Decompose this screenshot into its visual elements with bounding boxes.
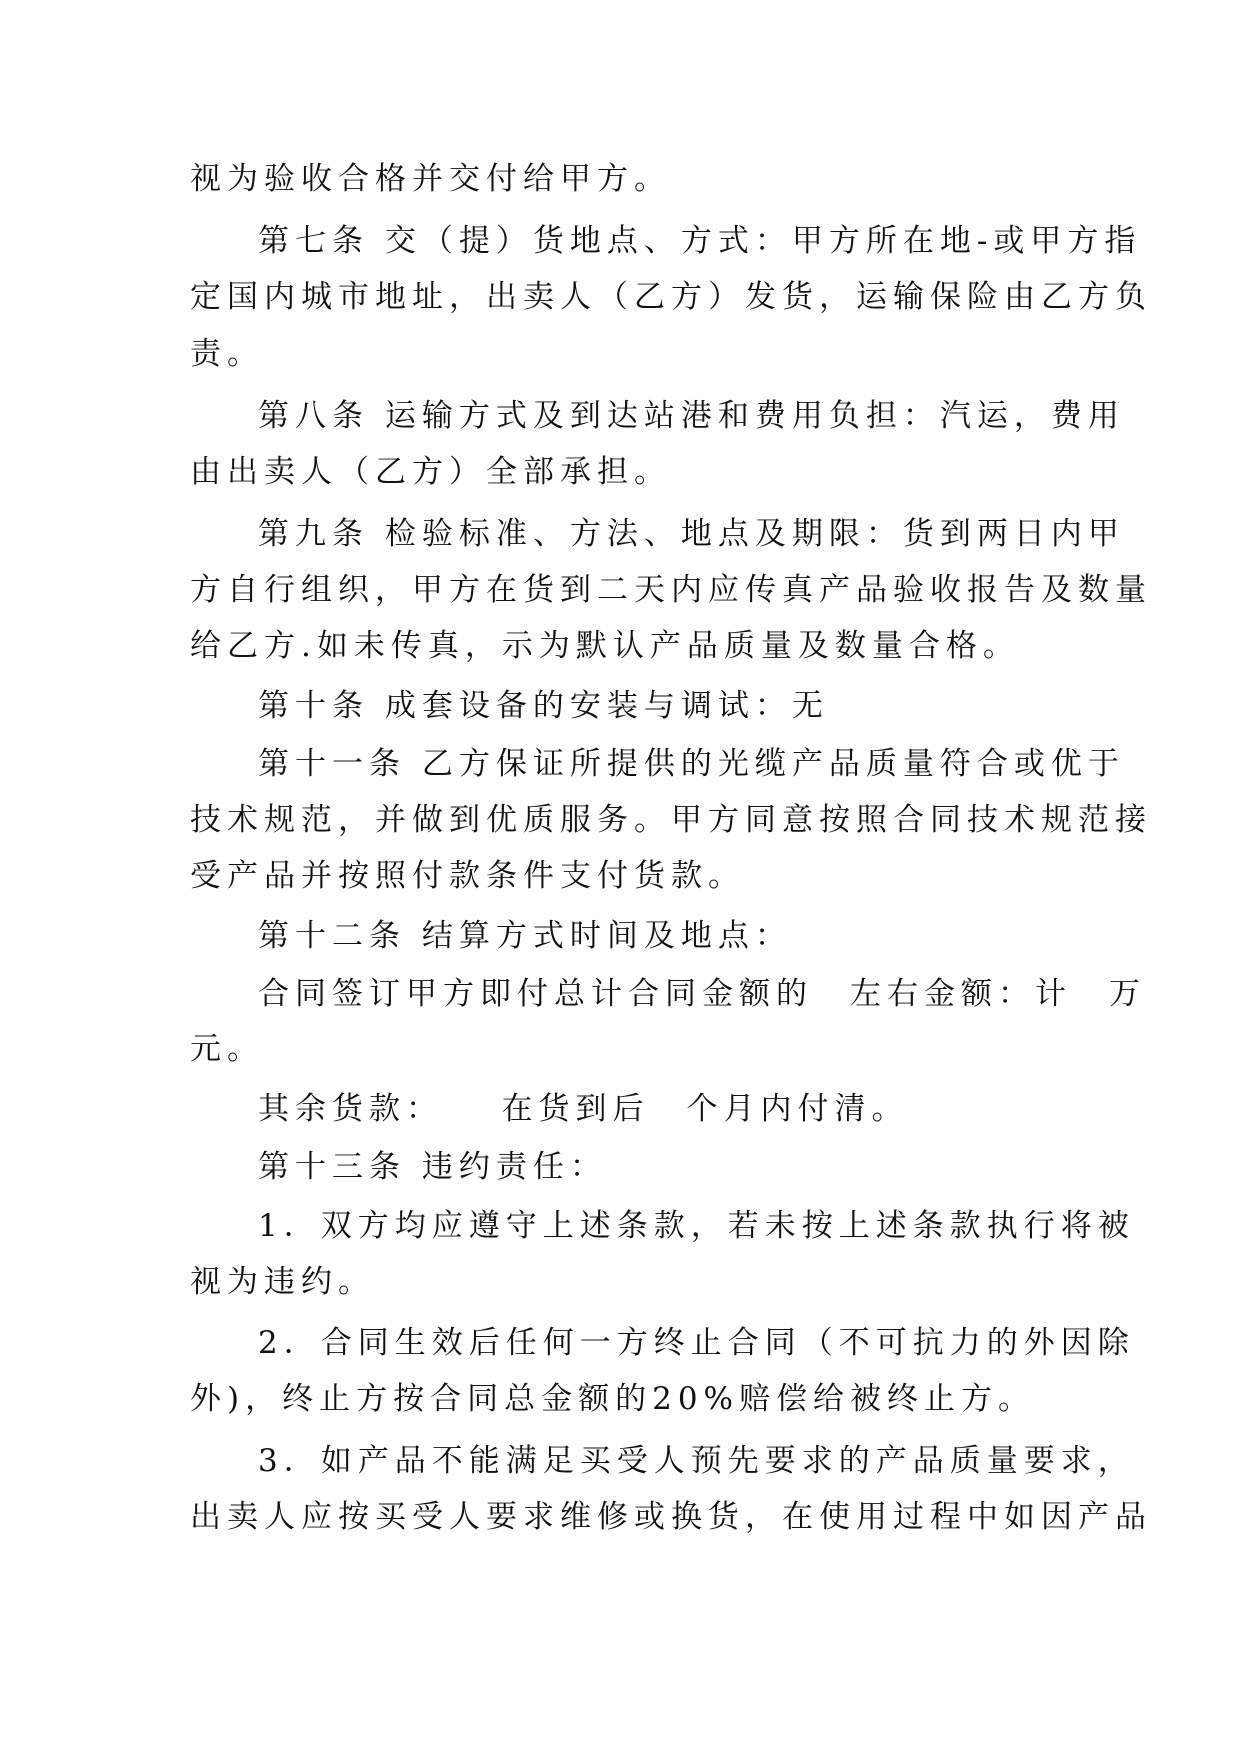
clause-7-line-3: 责。 (190, 336, 264, 372)
clause-9-line-3: 给乙方.如未传真，示为默认产品质量及数量合格。 (190, 628, 1020, 664)
text-line-01: 视为验收合格并交付给甲方。 (190, 161, 671, 197)
clause-7-line-1: 第七条 交（提）货地点、方式：甲方所在地-或甲方指 (258, 223, 1142, 259)
clause-11-line-3: 受产品并按照付款条件支付货款。 (190, 858, 745, 894)
liability-item-3-line-2: 出卖人应按买受人要求维修或换货，在使用过程中如因产品 (190, 1499, 1152, 1535)
payment-line-2: 元。 (190, 1031, 264, 1067)
liability-item-1-line-2: 视为违约。 (190, 1264, 375, 1300)
liability-item-1-line-1: 1．双方均应遵守上述条款，若未按上述条款执行将被 (258, 1208, 1135, 1244)
clause-8-line-2: 由出卖人（乙方）全部承担。 (190, 454, 671, 490)
clause-7-line-2: 定国内城市地址，出卖人（乙方）发货，运输保险由乙方负 (190, 279, 1152, 315)
clause-11-line-2: 技术规范，并做到优质服务。甲方同意按照合同技术规范接 (190, 802, 1152, 838)
clause-8-line-1: 第八条 运输方式及到达站港和费用负担：汽运，费用 (258, 398, 1125, 434)
clause-12-heading: 第十二条 结算方式时间及地点： (258, 918, 792, 954)
payment-line-1: 合同签订甲方即付总计合同金额的 左右金额：计 万 (258, 976, 1146, 1012)
liability-item-2-line-2: 外)，终止方按合同总金额的20%赔偿给被终止方。 (190, 1381, 1035, 1417)
liability-item-2-line-1: 2．合同生效后任何一方终止合同（不可抗力的外因除 (258, 1325, 1135, 1361)
clause-13-heading: 第十三条 违约责任： (258, 1149, 607, 1185)
clause-9-line-2: 方自行组织，甲方在货到二天内应传真产品验收报告及数量 (190, 572, 1152, 608)
clause-10-line-1: 第十条 成套设备的安装与调试：无 (258, 688, 829, 724)
liability-item-3-line-1: 3．如产品不能满足买受人预先要求的产品质量要求， (258, 1443, 1135, 1479)
clause-9-line-1: 第九条 检验标准、方法、地点及期限：货到两日内甲 (258, 516, 1125, 552)
remaining-payment-line: 其余货款： 在货到后 个月内付清。 (258, 1091, 909, 1127)
clause-11-line-1: 第十一条 乙方保证所提供的光缆产品质量符合或优于 (258, 746, 1125, 782)
